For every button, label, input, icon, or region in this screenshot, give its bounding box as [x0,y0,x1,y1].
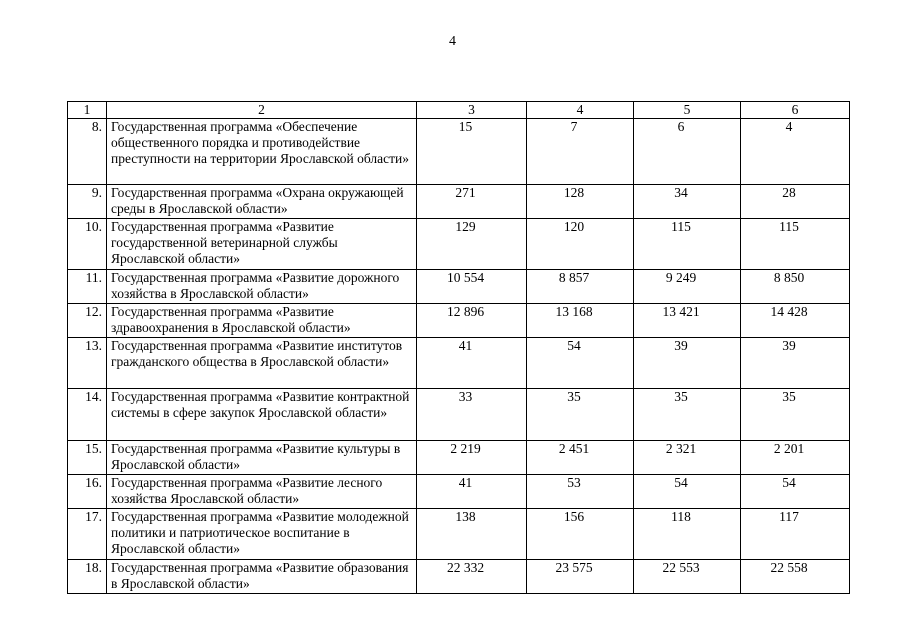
program-name: Государственная программа «Развитие дорожного хозяйства в Ярославской области» [107,270,417,304]
row-number: 8. [68,119,107,185]
value-col6: 35 [741,389,850,441]
value-col6: 4 [741,119,850,185]
program-name: Государственная программа «Обеспечение общественного порядка и противодействие преступности на территории Ярославской области» [107,119,417,185]
program-table [67,101,850,594]
row-number: 11. [68,270,107,304]
table-header-row [68,102,850,119]
value-col6: 22 558 [741,560,850,594]
row-number: 16. [68,475,107,509]
table-row [68,219,850,270]
column-header: 4 [527,102,634,119]
value-col5: 54 [634,475,741,509]
value-col6: 54 [741,475,850,509]
row-number: 18. [68,560,107,594]
program-name: Государственная программа «Развитие контрактной системы в сфере закупок Ярославской области» [107,389,417,441]
row-number: 15. [68,441,107,475]
value-col4: 120 [527,219,634,270]
table-row [68,475,850,509]
value-col4: 2 451 [527,441,634,475]
table-row [68,560,850,594]
program-name: Государственная программа «Развитие лесного хозяйства Ярославской области» [107,475,417,509]
value-col4: 35 [527,389,634,441]
row-number: 9. [68,185,107,219]
value-col5: 2 321 [634,441,741,475]
value-col3: 138 [417,509,527,560]
column-header: 6 [741,102,850,119]
value-col4: 54 [527,338,634,389]
value-col6: 39 [741,338,850,389]
value-col4: 8 857 [527,270,634,304]
value-col4: 128 [527,185,634,219]
row-number: 13. [68,338,107,389]
value-col5: 22 553 [634,560,741,594]
table-row [68,185,850,219]
value-col3: 41 [417,475,527,509]
program-name: Государственная программа «Развитие государственной ветеринарной службы Ярославской области» [107,219,417,270]
value-col6: 115 [741,219,850,270]
value-col6: 117 [741,509,850,560]
value-col5: 34 [634,185,741,219]
program-name: Государственная программа «Развитие образования в Ярославской области» [107,560,417,594]
value-col3: 129 [417,219,527,270]
table-row [68,338,850,389]
program-name: Государственная программа «Развитие институтов гражданского общества в Ярославской области» [107,338,417,389]
program-name: Государственная программа «Развитие молодежной политики и патриотическое воспитание в Ярославской области» [107,509,417,560]
row-number: 10. [68,219,107,270]
value-col6: 14 428 [741,304,850,338]
value-col4: 53 [527,475,634,509]
value-col5: 13 421 [634,304,741,338]
value-col6: 28 [741,185,850,219]
program-name: Государственная программа «Охрана окружающей среды в Ярославской области» [107,185,417,219]
row-number: 17. [68,509,107,560]
value-col5: 118 [634,509,741,560]
value-col5: 6 [634,119,741,185]
column-header: 1 [68,102,107,119]
value-col3: 15 [417,119,527,185]
table-row [68,270,850,304]
value-col3: 33 [417,389,527,441]
page-number: 4 [449,34,456,49]
column-header: 3 [417,102,527,119]
value-col3: 2 219 [417,441,527,475]
column-header: 5 [634,102,741,119]
value-col4: 23 575 [527,560,634,594]
value-col3: 271 [417,185,527,219]
table-row [68,304,850,338]
value-col3: 22 332 [417,560,527,594]
value-col5: 9 249 [634,270,741,304]
value-col5: 39 [634,338,741,389]
value-col4: 156 [527,509,634,560]
table-row [68,509,850,560]
value-col5: 115 [634,219,741,270]
row-number: 14. [68,389,107,441]
table-row [68,389,850,441]
value-col5: 35 [634,389,741,441]
program-name: Государственная программа «Развитие культуры в Ярославской области» [107,441,417,475]
table-row [68,441,850,475]
value-col3: 41 [417,338,527,389]
value-col3: 12 896 [417,304,527,338]
value-col4: 13 168 [527,304,634,338]
column-header: 2 [107,102,417,119]
row-number: 12. [68,304,107,338]
program-name: Государственная программа «Развитие здравоохранения в Ярославской области» [107,304,417,338]
value-col6: 8 850 [741,270,850,304]
table-row [68,119,850,185]
value-col6: 2 201 [741,441,850,475]
value-col4: 7 [527,119,634,185]
value-col3: 10 554 [417,270,527,304]
